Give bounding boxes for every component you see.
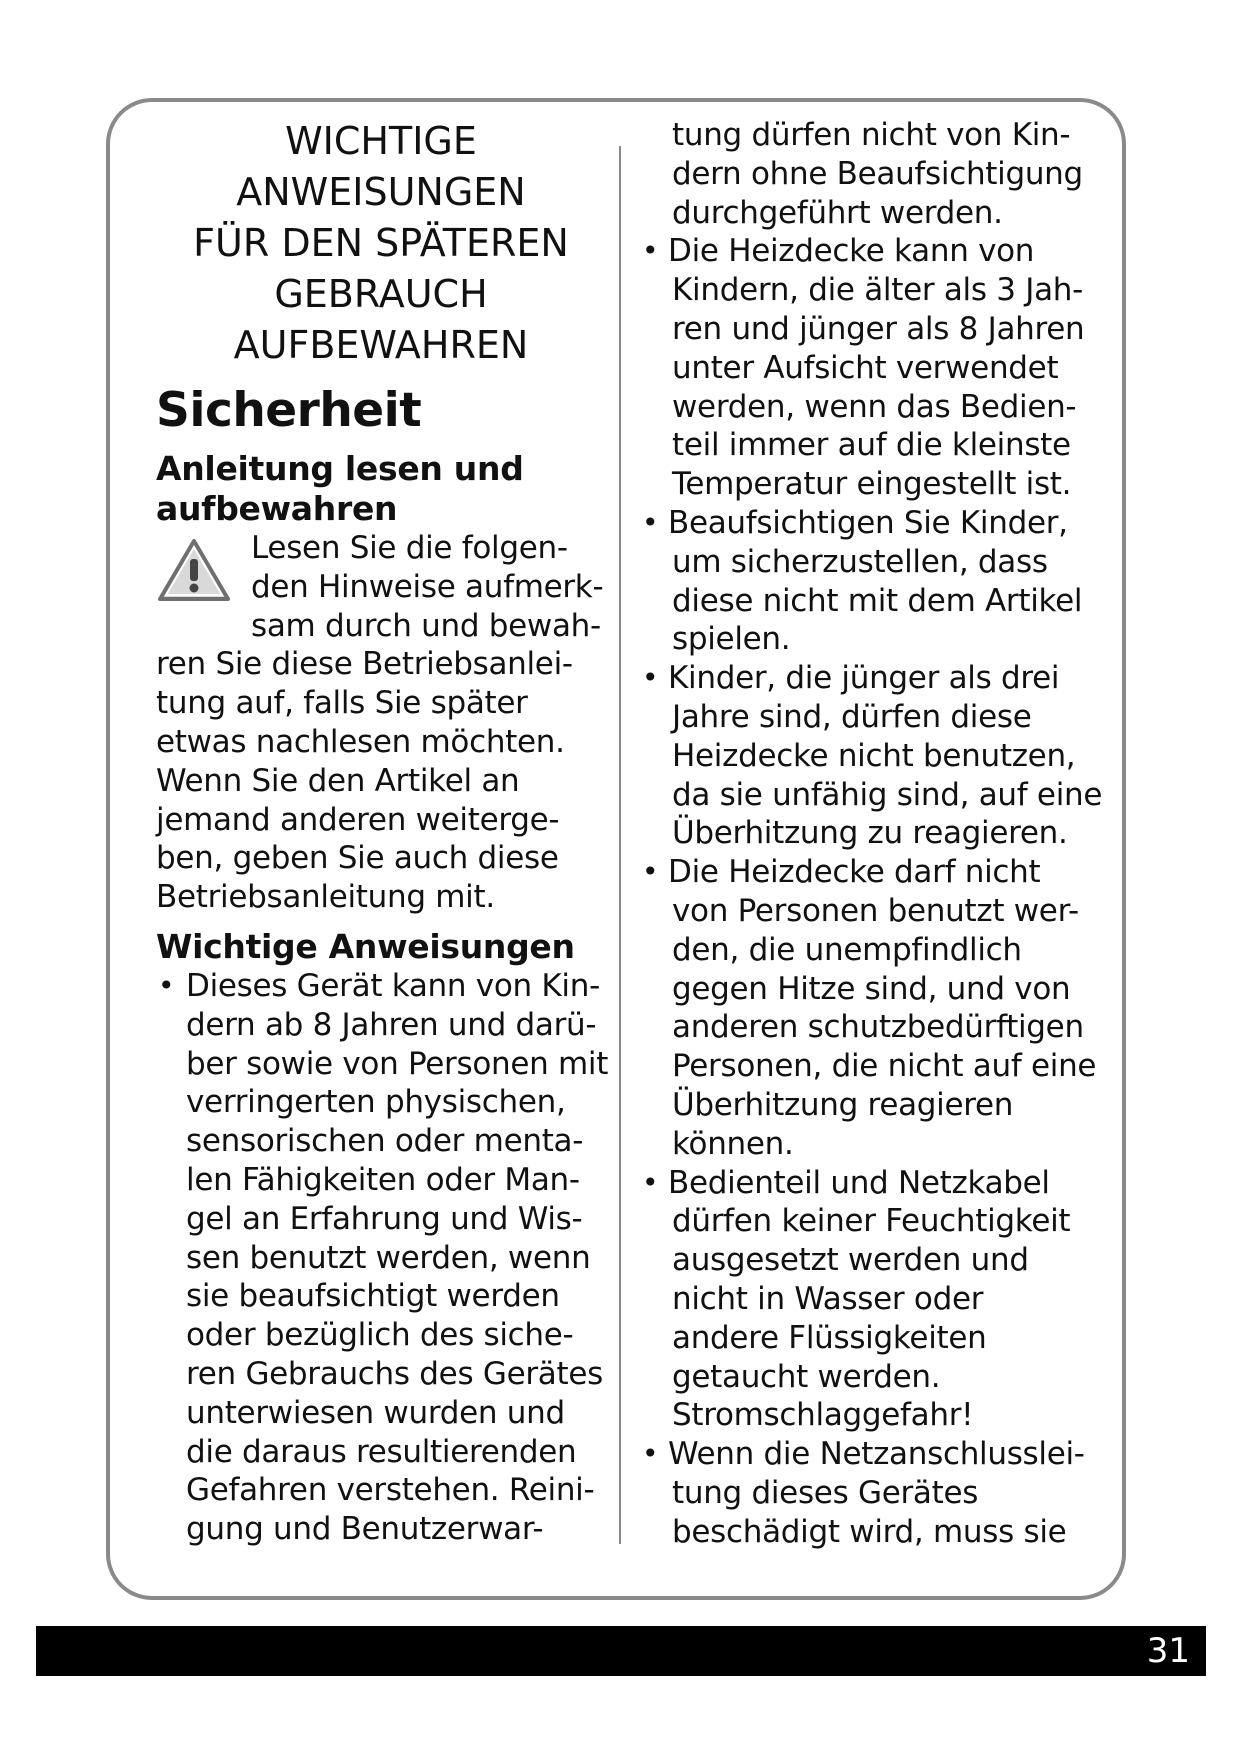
text-line: gung und Benutzerwar- [186, 1511, 544, 1548]
subhead-line: Anleitung lesen und [156, 449, 524, 488]
main-title-line: GEBRAUCH [274, 272, 488, 316]
read-instructions-block [156, 529, 606, 917]
continued-text [640, 116, 1100, 232]
text-line: durchgeführt werden. [672, 194, 1003, 231]
text-line: ren Sie diese Betriebsanlei- [156, 646, 573, 683]
text-line: Heizdecke nicht benutzen, [672, 737, 1076, 774]
footer-bar [36, 1626, 1206, 1676]
right-column [640, 116, 1103, 1551]
subhead-line: aufbewahren [156, 489, 398, 528]
text-line: Bedienteil und Netzkabel [668, 1164, 1050, 1201]
bullet-dot: • [158, 968, 175, 1002]
text-line: Überhitzung reagieren [672, 1086, 1014, 1123]
text-line: Kindern, die älter als 3 Jah- [672, 272, 1084, 309]
subhead-read-instructions [156, 449, 606, 529]
text-line: unter Aufsicht verwendet [672, 349, 1059, 386]
page-number: 31 [1146, 1631, 1190, 1671]
text-line: etwas nachlesen möchten. [156, 723, 565, 760]
text-line: um sicherzustellen, dass [672, 543, 1048, 580]
text-line: ben, geben Sie auch diese [156, 840, 559, 877]
text-line: können. [672, 1125, 794, 1162]
text-line: unterwiesen wurden und [186, 1394, 565, 1431]
text-line: sen benutzt werden, wenn [186, 1239, 591, 1276]
list-item [640, 1164, 1100, 1436]
text-line: andere Flüssigkeiten [672, 1319, 987, 1356]
main-title-line: ANWEISUNGEN [236, 170, 526, 214]
text-line: diese nicht mit dem Artikel [672, 582, 1083, 619]
warning-triangle-icon [156, 537, 232, 603]
main-title-line: WICHTIGE [285, 119, 477, 163]
list-item [640, 1435, 1100, 1551]
text-line: Die Heizdecke darf nicht [668, 854, 1041, 891]
list-item [640, 853, 1100, 1163]
text-line: teil immer auf die kleinste [672, 427, 1071, 464]
text-line: jemand anderen weiterge- [156, 801, 560, 838]
text-line: Wenn Sie den Artikel an [156, 762, 520, 799]
text-line: werden, wenn das Bedien- [672, 388, 1077, 425]
left-column [156, 116, 609, 1549]
text-line: dern ab 8 Jahren und darü- [186, 1006, 597, 1043]
text-line: spielen. [672, 621, 791, 658]
bullet-dot: • [642, 505, 659, 539]
text-line: tung dieses Gerätes [672, 1474, 979, 1511]
text-line: den Hinweise aufmerk- [251, 568, 604, 605]
text-line: ren Gebrauchs des Gerätes [186, 1355, 603, 1392]
text-line: dürfen keiner Feuchtigkeit [672, 1203, 1071, 1240]
right-bullet-list [640, 232, 1103, 1551]
main-title-line: FÜR DEN SPÄTEREN [193, 221, 569, 265]
text-line: gel an Erfahrung und Wis- [186, 1200, 583, 1237]
text-line: die daraus resultierenden [186, 1433, 577, 1470]
main-title [156, 116, 606, 371]
text-line: Gefahren verstehen. Reini- [186, 1472, 595, 1509]
text-line: ausgesetzt werden und [672, 1242, 1029, 1279]
text-line: Die Heizdecke kann von [668, 233, 1035, 270]
list-item [156, 967, 609, 1549]
bullet-dot: • [642, 234, 659, 268]
list-item [640, 504, 1100, 659]
text-line: Personen, die nicht auf eine [672, 1048, 1097, 1085]
left-bullet-list [156, 967, 609, 1549]
text-line: Temperatur eingestellt ist. [672, 466, 1072, 503]
text-line: von Personen benutzt wer- [672, 892, 1079, 929]
text-line: Stromschlaggefahr! [672, 1397, 974, 1434]
text-line: nicht in Wasser oder [672, 1280, 984, 1317]
bullet-dot: • [642, 855, 659, 889]
text-line: ren und jünger als 8 Jahren [672, 310, 1085, 347]
text-line: sam durch und bewah- [251, 607, 601, 644]
text-line: gegen Hitze sind, und von [672, 970, 1071, 1007]
text-line: getaucht werden. [672, 1358, 941, 1395]
text-line: Betriebsanleitung mit. [156, 879, 495, 916]
text-line: Jahre sind, dürfen diese [672, 698, 1032, 735]
text-line: dern ohne Beaufsichtigung [672, 155, 1083, 192]
text-below-icon [156, 645, 606, 917]
text-line: da sie unfähig sind, auf eine [672, 776, 1103, 813]
text-line: Lesen Sie die folgen- [251, 530, 568, 566]
subhead-important-instructions: Wichtige Anweisungen [156, 926, 575, 966]
column-divider [619, 146, 621, 1544]
text-line: den, die unempfindlich [672, 931, 1022, 968]
text-line: oder bezüglich des siche- [186, 1317, 574, 1354]
bullet-dot: • [642, 661, 659, 695]
list-item [640, 659, 1103, 853]
text-line: tung auf, falls Sie später [156, 685, 528, 722]
bullet-dot: • [642, 1437, 659, 1471]
list-item [640, 232, 1100, 504]
text-line: Überhitzung zu reagieren. [672, 815, 1068, 852]
text-line: sie beaufsichtigt werden [186, 1278, 560, 1315]
text-line: anderen schutzbedürftigen [672, 1009, 1084, 1046]
text-line: Dieses Gerät kann von Kin- [186, 967, 600, 1004]
text-line: beschädigt wird, muss sie [672, 1513, 1067, 1550]
text-line: tung dürfen nicht von Kin- [672, 117, 1071, 153]
text-line: Kinder, die jünger als drei [668, 660, 1060, 697]
text-line: len Fähigkeiten oder Man- [186, 1161, 580, 1198]
main-title-line: AUFBEWAHREN [233, 323, 529, 367]
bullet-dot: • [642, 1165, 659, 1199]
section-title: Sicherheit [156, 383, 422, 438]
text-line: sensorischen oder menta- [186, 1123, 584, 1160]
text-line: Beaufsichtigen Sie Kinder, [668, 504, 1068, 541]
text-line: verringerten physischen, [186, 1084, 566, 1121]
text-line: ber sowie von Personen mit [186, 1045, 609, 1082]
text-line: Wenn die Netzanschlusslei- [668, 1436, 1085, 1473]
